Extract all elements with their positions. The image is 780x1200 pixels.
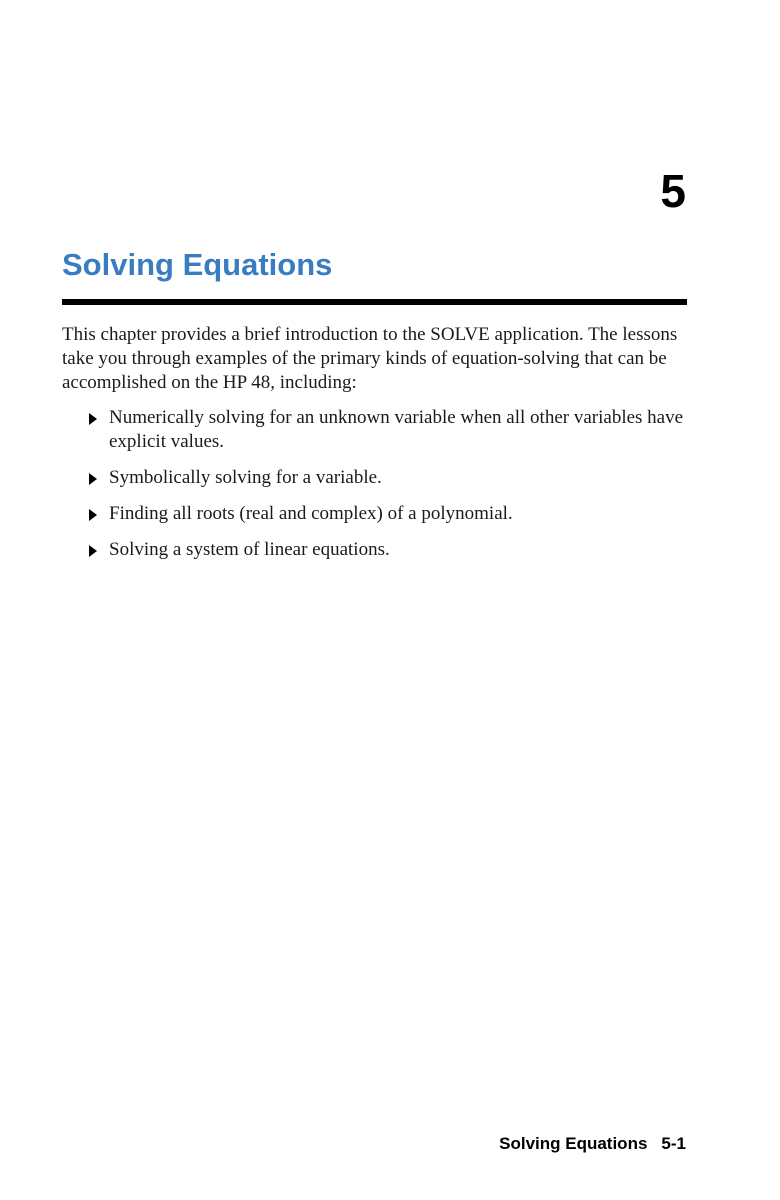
bullet-triangle-icon [89,509,97,521]
list-item [62,406,687,454]
footer-page-number: 5-1 [661,1134,686,1153]
bullet-list [62,406,687,574]
chapter-title: Solving Equations [62,247,333,282]
list-item [62,502,687,526]
title-rule [62,299,687,305]
page-footer [499,1134,686,1154]
intro-paragraph: This chapter provides a brief introduction to the SOLVE application. The lessons take you through examples of the primary kinds of equation-solving that can be accomplished on the HP 48, including: [62,324,678,393]
footer-section-title: Solving Equations [499,1134,648,1153]
bullet-triangle-icon [89,413,97,425]
list-item [62,538,687,562]
bullet-triangle-icon [89,473,97,485]
bullet-triangle-icon [89,545,97,557]
list-item-text: Solving a system of linear equations. [109,539,390,560]
list-item-text: Symbolically solving for a variable. [109,467,382,488]
chapter-number: 5 [660,165,686,217]
list-item-text: Numerically solving for an unknown variable when all other variables have explicit values. [109,407,684,452]
list-item-text: Finding all roots (real and complex) of a polynomial. [109,503,513,524]
list-item [62,466,687,490]
